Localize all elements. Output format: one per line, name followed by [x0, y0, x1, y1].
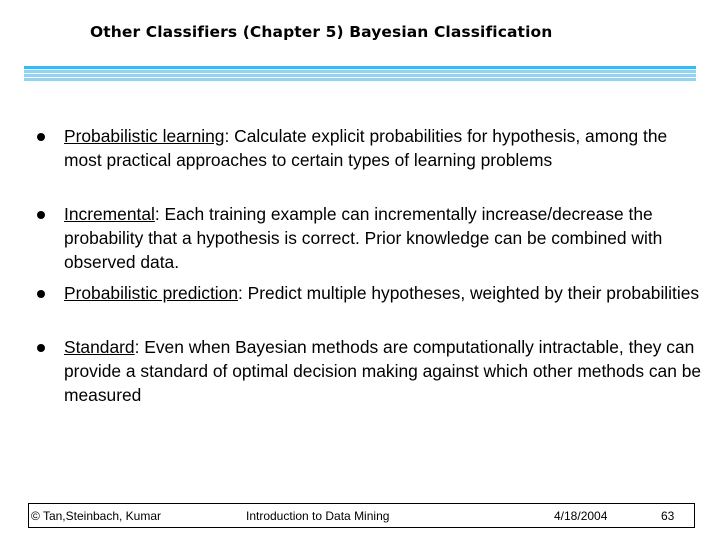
- bullet-item: [64, 124, 704, 172]
- bullet-term: Standard: [64, 337, 135, 357]
- bullet-item: [64, 281, 704, 305]
- header-rule: [24, 70, 696, 73]
- bullet-dot-icon: [37, 290, 45, 298]
- footer-date: 4/18/2004: [554, 509, 608, 523]
- header-rule: [24, 74, 696, 77]
- bullet-text: : Even when Bayesian methods are computationally intractable, they can provide a standard of optimal decision making against which other methods can be measured: [64, 337, 702, 405]
- slide-title: Other Classifiers (Chapter 5) Bayesian Classification: [90, 23, 553, 41]
- bullet-text: : Predict multiple hypotheses, weighted by their probabilities: [238, 283, 700, 303]
- bullet-term: Probabilistic prediction: [64, 283, 238, 303]
- bullet-item: [64, 202, 704, 274]
- bullet-dot-icon: [37, 133, 45, 141]
- bullet-dot-icon: [37, 211, 45, 219]
- bullet-text: : Calculate explicit probabilities for hypothesis, among the most practical approaches to certain types of learning problems: [64, 126, 668, 170]
- footer-copyright: © Tan,Steinbach, Kumar: [31, 509, 162, 523]
- bullet-term: Probabilistic learning: [64, 126, 225, 146]
- slide-footer: [28, 503, 695, 528]
- header-rule: [24, 66, 696, 69]
- header-rule: [24, 78, 696, 81]
- footer-page-number: 63: [661, 509, 675, 523]
- footer-course: Introduction to Data Mining: [246, 509, 390, 523]
- bullet-term: Incremental: [64, 204, 155, 224]
- bullet-item: [64, 335, 704, 407]
- bullet-text: : Each training example can incrementally increase/decrease the probability that a hypothesis is correct. Prior knowledge can be combined with observed data.: [64, 204, 663, 272]
- bullet-dot-icon: [37, 344, 45, 352]
